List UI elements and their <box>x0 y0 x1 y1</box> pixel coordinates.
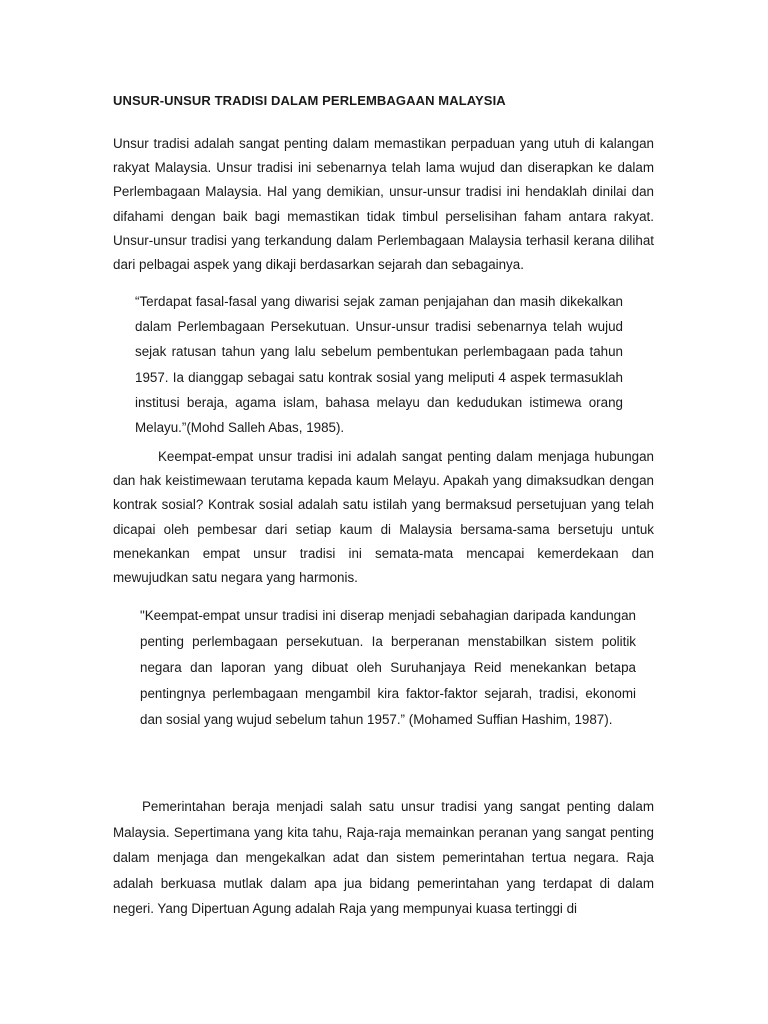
quote-mohamed-suffian-hashim: "Keempat-empat unsur tradisi ini diserap menjadi sebahagian daripada kandungan penting perlembagaan persekutuan. Ia berperanan menstabilkan sistem politik negara dan laporan yang dibuat oleh Suruhanjaya Reid menekankan betapa pentingnya perlembagaan mengambil kira faktor-faktor sejarah, tradisi, ekonomi dan sosial yang wujud sebelum tahun 1957.” (Mohamed Suffian Hashim, 1987). <box>140 608 636 727</box>
paragraph-kontrak-sosial: Keempat-empat unsur tradisi ini adalah sangat penting dalam menjaga hubungan dan hak keistimewaan terutama kepada kaum Melayu. Apakah yang dimaksudkan dengan kontrak sosial? Kontrak sosial adalah satu istilah yang bermaksud persetujuan yang telah dicapai oleh pembesar dari setiap kaum di Malaysia bersama-sama bersetuju untuk menekankan empat unsur tradisi ini semata-mata mencapai kemerdekaan dan mewujudkan satu negara yang harmonis. <box>113 449 654 586</box>
paragraph-pemerintahan-beraja: Pemerintahan beraja menjadi salah satu unsur tradisi yang sangat penting dalam Malaysia. Sepertimana yang kita tahu, Raja-raja memainkan peranan yang sangat penting dalam menjaga dan mengekalkan adat dan sistem pemerintahan tertua negara. Raja adalah berkuasa mutlak dalam apa jua bidang pemerintahan yang terdapat di dalam negeri. Yang Dipertuan Agung adalah Raja yang mempunyai kuasa tertinggi di <box>113 799 654 917</box>
paragraph-intro: Unsur tradisi adalah sangat penting dalam memastikan perpaduan yang utuh di kalangan rakyat Malaysia. Unsur tradisi ini sebenarnya telah lama wujud dan diserapkan ke dalam Perlembagaan Malaysia. Hal yang demikian, unsur-unsur tradisi ini hendaklah dinilai dan difahami dengan baik bagi memastikan tidak timbul perselisihan faham antara rakyat. Unsur-unsur tradisi yang terkandung dalam Perlembagaan Malaysia terhasil kerana dilihat dari pelbagai aspek yang dikaji berdasarkan sejarah dan sebagainya. <box>113 136 654 273</box>
quote-mohd-salleh-abas: “Terdapat fasal-fasal yang diwarisi sejak zaman penjajahan dan masih dikekalkan dalam Perlembagaan Persekutuan. Unsur-unsur tradisi sebenarnya telah wujud sejak ratusan tahun yang lalu sebelum pembentukan perlembagaan pada tahun 1957. Ia dianggap sebagai satu kontrak sosial yang meliputi 4 aspek termasuklah institusi beraja, agama islam, bahasa melayu dan kedudukan istimewa orang Melayu.”(Mohd Salleh Abas, 1985). <box>135 294 623 436</box>
document-title: UNSUR-UNSUR TRADISI DALAM PERLEMBAGAAN MALAYSIA <box>113 93 506 108</box>
